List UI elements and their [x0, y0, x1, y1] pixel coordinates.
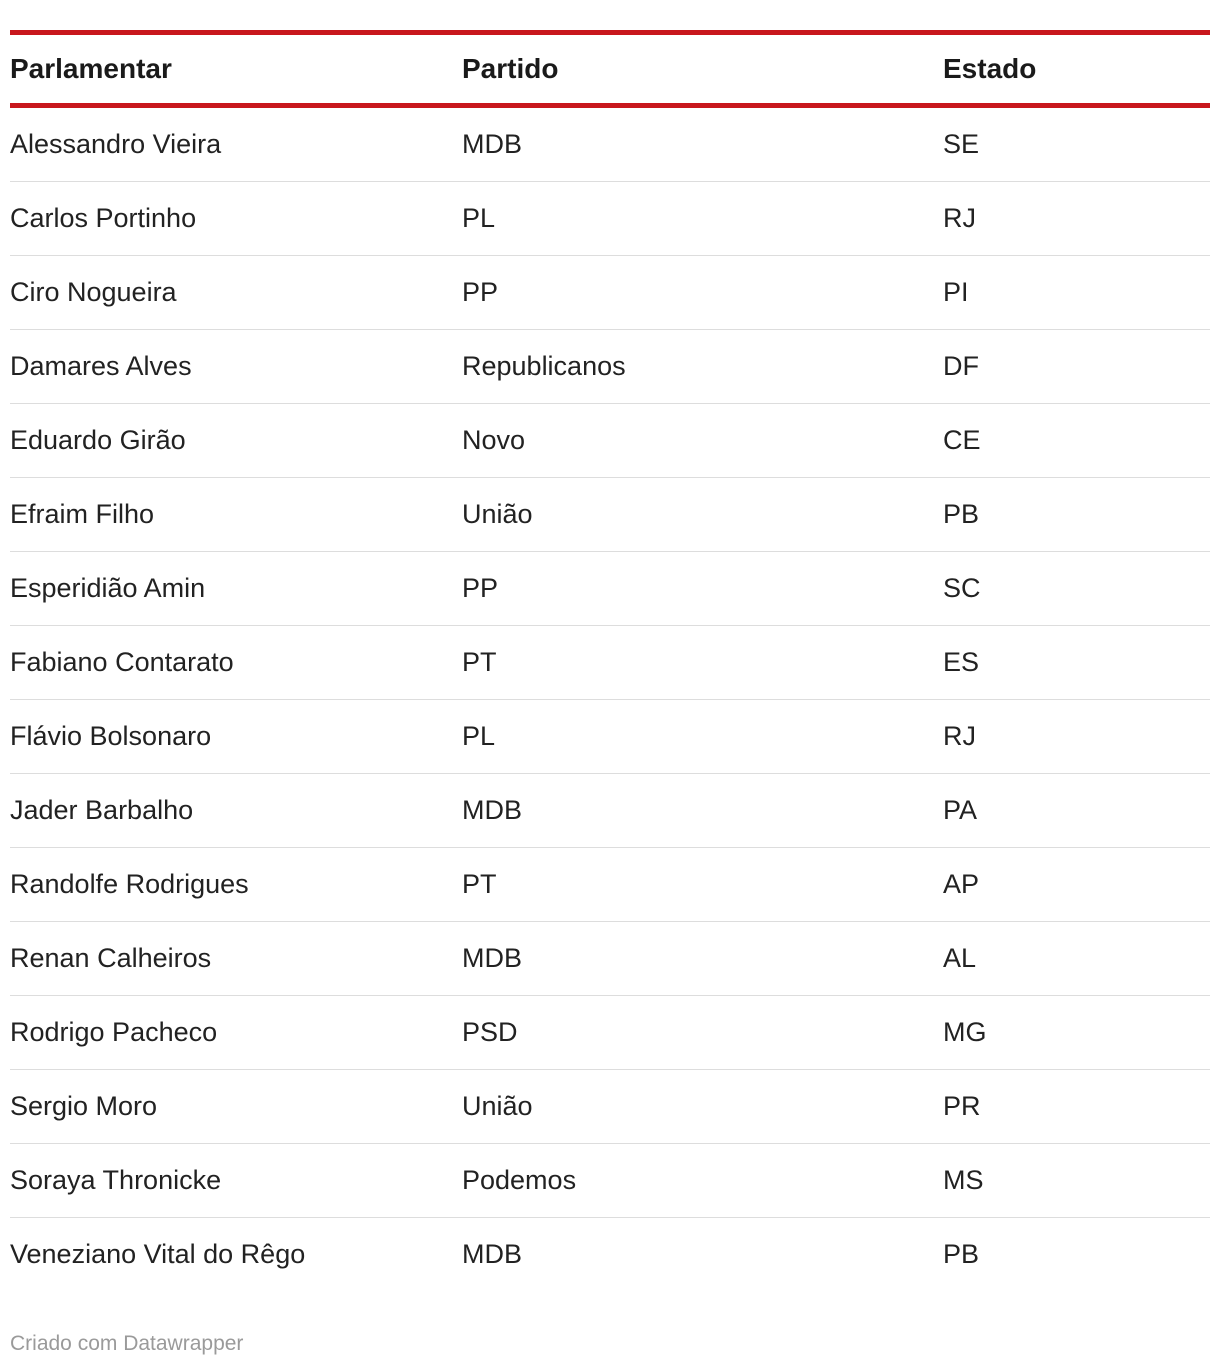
- cell-estado: MG: [943, 1017, 987, 1047]
- cell-estado: SC: [943, 573, 981, 603]
- cell-estado: RJ: [943, 203, 976, 233]
- cell-estado: DF: [943, 351, 979, 381]
- cell-estado: AL: [943, 943, 977, 973]
- table-row: [10, 922, 1210, 996]
- cell-partido: PT: [462, 647, 497, 677]
- cell-partido: PL: [462, 203, 496, 233]
- cell-partido: PP: [462, 277, 499, 307]
- cell-estado: CE: [943, 425, 981, 455]
- table-row: [10, 256, 1210, 330]
- column-header-parlamentar[interactable]: Parlamentar: [10, 53, 172, 84]
- cell-parlamentar: Jader Barbalho: [10, 795, 194, 825]
- cell-estado: PI: [943, 277, 969, 307]
- cell-partido: MDB: [462, 943, 522, 973]
- table-body: [10, 108, 1210, 1291]
- cell-estado: SE: [943, 129, 980, 159]
- table-row: [10, 848, 1210, 922]
- cell-partido: PT: [462, 869, 497, 899]
- table-row: [10, 996, 1210, 1070]
- cell-partido: Republicanos: [462, 351, 626, 381]
- cell-partido: União: [462, 499, 533, 529]
- table-row: [10, 774, 1210, 848]
- cell-partido: MDB: [462, 795, 522, 825]
- table-row: [10, 404, 1210, 478]
- cell-parlamentar: Damares Alves: [10, 351, 192, 381]
- cell-parlamentar: Esperidião Amin: [10, 573, 206, 603]
- cell-partido: PL: [462, 721, 496, 751]
- cell-partido: Novo: [462, 425, 526, 455]
- cell-estado: PR: [943, 1091, 981, 1121]
- cell-parlamentar: Alessandro Vieira: [10, 129, 222, 159]
- column-header-partido[interactable]: Partido: [462, 53, 559, 84]
- cell-parlamentar: Ciro Nogueira: [10, 277, 177, 307]
- table-row: [10, 1144, 1210, 1218]
- table-row: [10, 700, 1210, 774]
- cell-partido: União: [462, 1091, 533, 1121]
- cell-parlamentar: Veneziano Vital do Rêgo: [10, 1239, 306, 1269]
- table-row: [10, 108, 1210, 182]
- cell-partido: MDB: [462, 129, 522, 159]
- table-row: [10, 1218, 1210, 1291]
- table-row: [10, 1070, 1210, 1144]
- cell-estado: RJ: [943, 721, 976, 751]
- data-table: [10, 30, 1210, 1291]
- table-row: [10, 182, 1210, 256]
- cell-partido: PP: [462, 573, 499, 603]
- cell-parlamentar: Rodrigo Pacheco: [10, 1017, 218, 1047]
- cell-parlamentar: Eduardo Girão: [10, 425, 186, 455]
- table-row: [10, 626, 1210, 700]
- cell-parlamentar: Randolfe Rodrigues: [10, 869, 249, 899]
- cell-partido: Podemos: [462, 1165, 577, 1195]
- cell-parlamentar: Sergio Moro: [10, 1091, 158, 1121]
- cell-estado: ES: [943, 647, 980, 677]
- cell-parlamentar: Renan Calheiros: [10, 943, 212, 973]
- cell-parlamentar: Fabiano Contarato: [10, 647, 234, 677]
- table-row: [10, 552, 1210, 626]
- cell-parlamentar: Soraya Thronicke: [10, 1165, 222, 1195]
- cell-parlamentar: Flávio Bolsonaro: [10, 721, 212, 751]
- cell-parlamentar: Carlos Portinho: [10, 203, 197, 233]
- column-header-estado[interactable]: Estado: [943, 53, 1037, 84]
- cell-parlamentar: Efraim Filho: [10, 499, 155, 529]
- table-row: [10, 478, 1210, 552]
- cell-estado: PB: [943, 1239, 980, 1269]
- cell-partido: PSD: [462, 1017, 518, 1047]
- table-header: [10, 35, 1210, 108]
- cell-partido: MDB: [462, 1239, 522, 1269]
- footer-credit: Criado com Datawrapper: [10, 1332, 244, 1355]
- cell-estado: MS: [943, 1165, 984, 1195]
- cell-estado: PA: [943, 795, 978, 825]
- cell-estado: AP: [943, 869, 980, 899]
- cell-estado: PB: [943, 499, 980, 529]
- table-row: [10, 330, 1210, 404]
